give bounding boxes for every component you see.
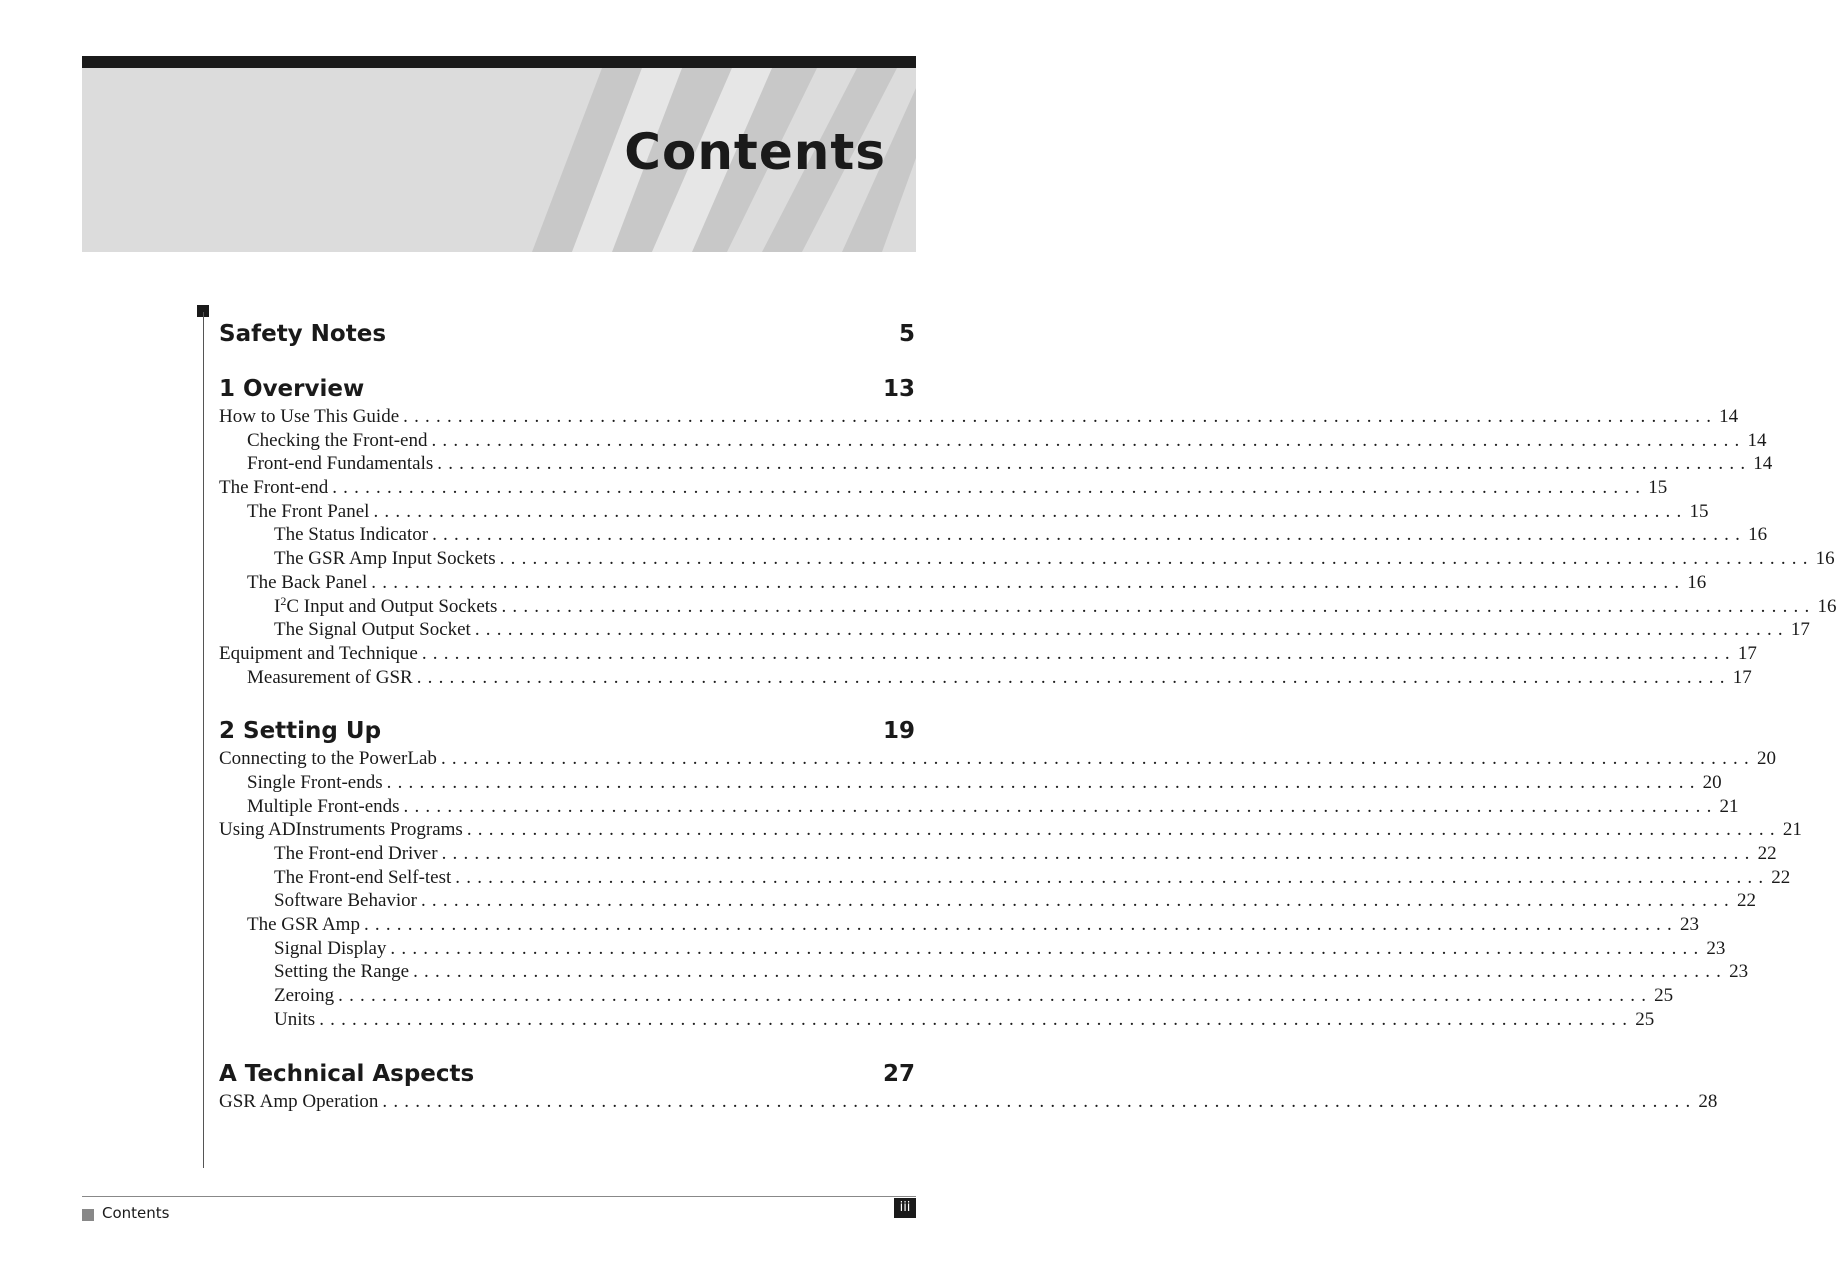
toc-entry[interactable] (219, 618, 1810, 642)
dot-leader: ........................................................................................................................ (319, 1008, 1634, 1030)
toc-entry-label: GSR Amp Operation (219, 1090, 379, 1112)
dot-leader: ........................................................................................................................ (466, 819, 1781, 841)
footer-section-label: Contents (102, 1204, 170, 1222)
toc-entry-page-number: 15 (1648, 477, 1668, 499)
toc-entry-label: The GSR Amp Input Sockets (274, 548, 496, 570)
toc-entry-page-number: 17 (1737, 642, 1757, 664)
dot-leader: ........................................................................................................................ (382, 1090, 1697, 1112)
dot-leader: ........................................................................................................................ (403, 406, 1718, 427)
dot-leader: ........................................................................................................................ (338, 985, 1653, 1007)
toc-entry-page-number: 21 (1782, 819, 1802, 841)
dot-leader: ........................................................................................................................ (390, 937, 1705, 959)
toc-entry[interactable] (219, 771, 1722, 795)
toc-entry-label: Checking the Front-end (247, 429, 428, 451)
dot-leader: ........................................................................................................................ (499, 548, 1814, 570)
toc-entry-label: Measurement of GSR (247, 666, 413, 688)
dot-leader: ........................................................................................................................ (421, 642, 1736, 664)
dot-leader: ........................................................................................................................ (501, 595, 1816, 617)
toc-entry-page-number: 16 (1687, 571, 1707, 593)
toc-entry-list (219, 405, 1836, 689)
toc-entry-label: Signal Display (274, 937, 387, 959)
superscript-two: 2 (280, 593, 287, 608)
chapter-title: 1 Overview (219, 376, 365, 402)
toc-entry[interactable] (219, 405, 1739, 429)
toc-entry[interactable] (219, 452, 1773, 476)
dot-leader: ........................................................................................................................ (431, 429, 1746, 451)
dot-leader: ........................................................................................................................ (437, 453, 1752, 475)
footer-rule (82, 1196, 916, 1197)
toc-entry[interactable] (219, 842, 1777, 866)
toc-entry[interactable] (219, 1090, 1718, 1114)
dot-leader: ........................................................................................................................ (455, 866, 1770, 888)
toc-entry-list (219, 747, 1802, 1031)
toc-entry-page-number: 22 (1757, 843, 1777, 864)
dot-leader: ........................................................................................................................ (413, 961, 1728, 983)
page-number-folio: iii (894, 1198, 916, 1218)
dot-leader: ........................................................................................................................ (474, 619, 1789, 641)
toc-entry[interactable] (219, 795, 1739, 819)
toc-entry[interactable] (219, 547, 1835, 571)
toc-entry-page-number: 23 (1679, 914, 1699, 936)
toc-entry-page-number: 23 (1729, 961, 1749, 983)
toc-entry-page-number: 22 (1771, 866, 1791, 888)
toc-entry[interactable] (219, 747, 1776, 771)
toc-entry[interactable] (219, 429, 1767, 453)
chapter-title: Safety Notes (219, 321, 387, 347)
toc-entry-page-number: 25 (1635, 1008, 1655, 1030)
toc-chapter-heading[interactable] (219, 312, 915, 347)
toc-entry-page-number: 23 (1706, 937, 1726, 959)
dot-leader: ........................................................................................................................ (416, 666, 1731, 688)
dot-leader: ........................................................................................................................ (363, 914, 1678, 936)
toc-entry[interactable] (219, 889, 1756, 913)
toc-entry-label: Using ADInstruments Programs (219, 819, 463, 841)
toc-chapter-heading[interactable] (219, 367, 915, 402)
toc-entry[interactable] (219, 666, 1752, 690)
dot-leader: ........................................................................................................................ (441, 843, 1756, 864)
toc-entry[interactable] (219, 984, 1674, 1008)
toc-entry-label: Zeroing (274, 985, 335, 1007)
footer-marker-square (82, 1209, 94, 1221)
toc-entry-page-number: 14 (1753, 453, 1773, 475)
header-band (82, 68, 916, 252)
margin-vertical-rule (203, 312, 204, 1168)
toc-entry[interactable] (219, 960, 1749, 984)
toc-entry-label: The GSR Amp (247, 914, 360, 936)
toc-entry-page-number: 28 (1698, 1090, 1718, 1112)
toc-entry[interactable] (219, 913, 1699, 937)
dot-leader: ........................................................................................................................ (332, 477, 1647, 499)
dot-leader: ........................................................................................................................ (373, 500, 1688, 522)
toc-entry-page-number: 17 (1790, 619, 1810, 641)
toc-entry[interactable] (219, 818, 1802, 842)
header-top-rule (82, 56, 916, 68)
chapter-title: A Technical Aspects (219, 1060, 475, 1087)
toc-chapter-heading[interactable] (219, 709, 915, 744)
toc-entry-page-number: 16 (1817, 595, 1836, 617)
dot-leader: ........................................................................................................................ (371, 571, 1686, 593)
toc-entry[interactable] (219, 571, 1707, 595)
toc-entry-page-number: 16 (1815, 548, 1835, 570)
toc-entry[interactable] (219, 1008, 1655, 1032)
toc-entry-label: The Front Panel (247, 500, 370, 522)
chapter-page-number: 19 (882, 718, 915, 745)
toc-entry-label: The Back Panel (247, 571, 368, 593)
dot-leader: ........................................................................................................................ (432, 524, 1747, 546)
toc-entry-label: The Signal Output Socket (274, 619, 471, 641)
toc-entry-label: Front-end Fundamentals (247, 453, 434, 475)
page-title: Contents (624, 123, 886, 181)
toc-entry-page-number: 15 (1689, 500, 1709, 522)
toc-entry[interactable] (219, 937, 1726, 961)
chapter-page-number: 5 (898, 321, 915, 347)
dot-leader: ........................................................................................................................ (420, 890, 1735, 912)
toc-entry-label: Equipment and Technique (219, 642, 418, 664)
toc-entry[interactable] (219, 523, 1768, 547)
toc-entry-page-number: 20 (1702, 771, 1722, 793)
toc-entry-label: $I^2C$ Input and Output Sockets (274, 593, 498, 617)
toc-entry[interactable] (219, 866, 1791, 890)
toc-entry-label: How to Use This Guide (219, 406, 400, 427)
toc-entry-label: Single Front-ends (247, 771, 383, 793)
toc-entry-label: Software Behavior (274, 890, 417, 912)
chapter-page-number: 27 (882, 1060, 915, 1087)
toc-entry-page-number: 16 (1748, 524, 1768, 546)
toc-entry-page-number: 22 (1736, 890, 1756, 912)
toc-entry-label: Multiple Front-ends (247, 795, 400, 817)
toc-entry-label: Setting the Range (274, 961, 410, 983)
toc-entry-page-number: 14 (1719, 406, 1739, 427)
chapter-page-number: 13 (882, 376, 915, 402)
toc-entry-page-number: 25 (1654, 985, 1674, 1007)
toc-entry-label: The Front-end Driver (274, 843, 438, 864)
table-of-contents (219, 312, 1836, 1113)
toc-entry-page-number: 14 (1747, 429, 1767, 451)
toc-entry[interactable] (219, 642, 1757, 666)
dot-leader: ........................................................................................................................ (440, 748, 1755, 770)
toc-entry-list (219, 1090, 1718, 1114)
toc-entry-page-number: 20 (1756, 748, 1776, 770)
toc-entry-label: Connecting to the PowerLab (219, 748, 437, 770)
toc-entry-page-number: 17 (1732, 666, 1752, 688)
dot-leader: ........................................................................................................................ (386, 771, 1701, 793)
toc-entry[interactable] (219, 476, 1668, 500)
toc-chapter-heading[interactable] (219, 1052, 915, 1087)
toc-entry-page-number: 21 (1719, 795, 1739, 817)
toc-entry-label: Units (274, 1008, 316, 1030)
toc-entry[interactable] (219, 500, 1709, 524)
dot-leader: ........................................................................................................................ (403, 795, 1718, 817)
toc-entry-label: The Front-end (219, 477, 329, 499)
toc-entry[interactable] (219, 593, 1836, 619)
chapter-title: 2 Setting Up (219, 718, 382, 745)
toc-entry-label: The Front-end Self-test (274, 866, 452, 888)
toc-entry-label: The Status Indicator (274, 524, 429, 546)
